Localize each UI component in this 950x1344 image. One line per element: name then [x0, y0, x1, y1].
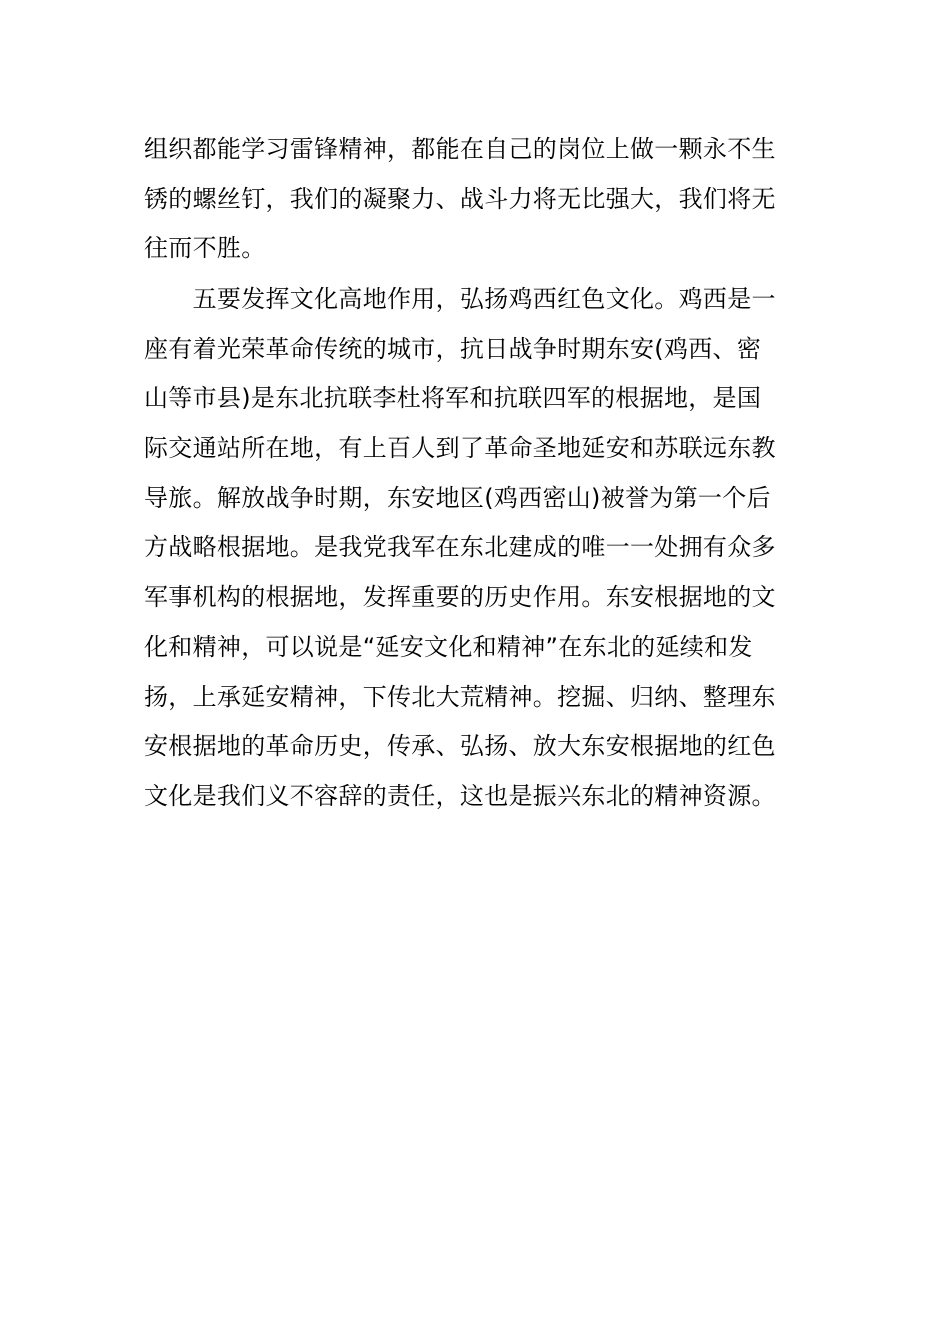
text-line: 导旅。解放战争时期，东安地区(鸡西密山)被誉为第一个后 [144, 483, 771, 512]
text-line: 方战略根据地。是我党我军在东北建成的唯一一处拥有众多 [144, 533, 776, 562]
text-line: 扬，上承延安精神，下传北大荒精神。挖掘、归纳、整理东 [144, 682, 776, 711]
text-line: 五要发挥文化高地作用，弘扬鸡西红色文化。鸡西是一 [144, 285, 776, 313]
paragraph-lei-feng-conclusion [144, 125, 812, 274]
text-line: 文化是我们义不容辞的责任，这也是振兴东北的精神资源。 [144, 781, 776, 810]
text-line: 山等市县)是东北抗联李杜将军和抗联四军的根据地，是国 [144, 384, 762, 413]
text-line: 安根据地的革命历史，传承、弘扬、放大东安根据地的红色 [144, 732, 776, 761]
paragraph-red-culture [144, 275, 812, 822]
text-line: 化和精神，可以说是“延安文化和精神”在东北的延续和发 [144, 632, 753, 661]
text-line: 际交通站所在地，有上百人到了革命圣地延安和苏联远东教 [144, 434, 776, 463]
text-line: 座有着光荣革命传统的城市，抗日战争时期东安(鸡西、密 [144, 334, 762, 363]
text-line: 锈的螺丝钉，我们的凝聚力、战斗力将无比强大，我们将无 [144, 184, 776, 213]
text-line: 组织都能学习雷锋精神，都能在自己的岗位上做一颗永不生 [144, 135, 776, 163]
text-line: 往而不胜。 [144, 234, 266, 263]
text-line: 军事机构的根据地，发挥重要的历史作用。东安根据地的文 [144, 583, 776, 612]
